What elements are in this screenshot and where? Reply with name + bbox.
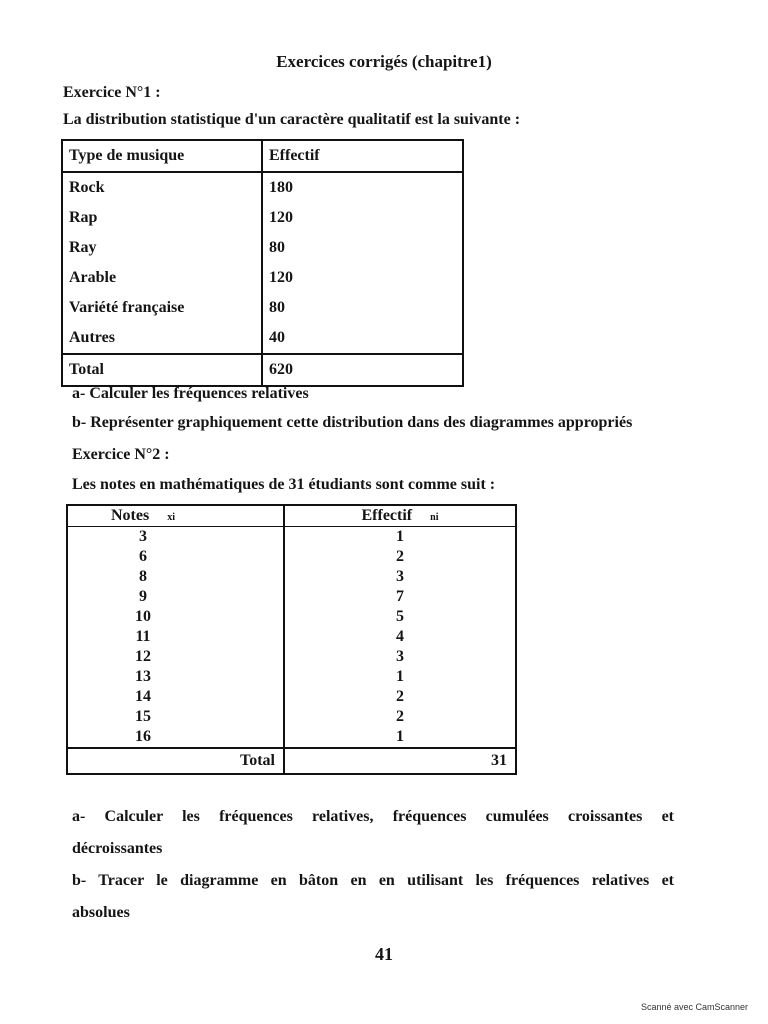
table-total-row: [62, 354, 463, 386]
table-row: [62, 263, 463, 293]
scanner-watermark: Scanné avec CamScanner: [640, 1002, 748, 1012]
note-value: 12: [135, 648, 151, 665]
effectif-value: 1: [396, 528, 404, 545]
music-distribution-table: [61, 139, 464, 387]
table-cell-type: Ray: [62, 233, 262, 263]
exercise-1-question-b: b- Représenter graphiquement cette distribution dans des diagrammes appropriés: [72, 414, 633, 431]
effectif-value: 2: [396, 708, 404, 725]
column-header-effectif: Effectif ni: [361, 507, 439, 524]
table-cell-type: Rock: [62, 172, 262, 203]
exercise-2-intro: Les notes en mathématiques de 31 étudiants sont comme suit :: [72, 476, 496, 493]
table-row: [67, 587, 516, 607]
table-row: [67, 667, 516, 687]
table-row: [67, 607, 516, 627]
effectif-value: 3: [396, 568, 404, 585]
exercise-2-question-b-line1: b- Tracer le diagramme en bâton en en utilisant les fréquences relatives et: [72, 872, 674, 889]
table-row: [67, 687, 516, 707]
table-cell-effectif: 80: [269, 299, 285, 316]
exercise-2-heading: Exercice N°2 :: [72, 446, 170, 463]
table-row: [67, 567, 516, 587]
column-header-notes: Notes xi: [111, 507, 175, 524]
grades-table: [66, 504, 517, 775]
total-label: Total: [67, 748, 284, 774]
note-value: 13: [135, 668, 151, 685]
note-value: 11: [135, 628, 151, 645]
table-total-row: [67, 748, 516, 774]
table-row: [67, 647, 516, 667]
table-cell-effectif: 80: [269, 239, 285, 256]
column-header-type: Type de musique: [62, 140, 262, 172]
exercise-1-heading: Exercice N°1 :: [63, 84, 161, 101]
table-row: [62, 323, 463, 354]
column-header-effectif-symbol: ni: [430, 512, 439, 523]
effectif-value: 2: [396, 688, 404, 705]
effectif-value: 3: [396, 648, 404, 665]
note-value: 15: [135, 708, 151, 725]
column-header-effectif: Effectif: [262, 140, 463, 172]
effectif-value: 4: [396, 628, 404, 645]
effectif-value: 1: [396, 668, 404, 685]
table-cell-effectif: 180: [269, 179, 293, 196]
total-value: 620: [262, 354, 463, 386]
exercise-2-question-a-line1: a- Calculer les fréquences relatives, fréquences cumulées croissantes et: [72, 808, 674, 825]
page-number: 41: [375, 944, 393, 964]
table-row: [62, 172, 463, 203]
table-cell-effectif: 120: [269, 209, 293, 226]
table-cell-type: Autres: [62, 323, 262, 354]
note-value: 3: [139, 528, 147, 545]
effectif-value: 1: [396, 728, 404, 745]
table-row: [67, 547, 516, 567]
note-value: 16: [135, 728, 151, 745]
table-header-row: [67, 505, 516, 527]
effectif-value: 7: [396, 588, 404, 605]
table-header-row: [62, 140, 463, 172]
table-cell-effectif: 120: [269, 269, 293, 286]
note-value: 6: [139, 548, 147, 565]
table-row: [62, 293, 463, 323]
table-cell-effectif: 40: [269, 329, 285, 346]
note-value: 8: [139, 568, 147, 585]
table-row: [62, 203, 463, 233]
effectif-value: 5: [396, 608, 404, 625]
table-row: [67, 627, 516, 647]
table-row: [67, 527, 516, 548]
total-label: Total: [62, 354, 262, 386]
exercise-2-question-a-line2: décroissantes: [72, 840, 163, 857]
exercise-1-question-a: a- Calculer les fréquences relatives: [72, 385, 309, 402]
page-title: Exercices corrigés (chapitre1): [276, 52, 492, 71]
effectif-value: 2: [396, 548, 404, 565]
note-value: 14: [135, 688, 151, 705]
exercise-2-question-b-line2: absolues: [72, 904, 130, 921]
exercise-1-intro: La distribution statistique d'un caractère qualitatif est la suivante :: [63, 111, 521, 128]
column-header-notes-symbol: xi: [167, 512, 175, 523]
table-cell-type: Variété française: [62, 293, 262, 323]
table-cell-type: Arable: [62, 263, 262, 293]
table-row: [67, 727, 516, 748]
total-value: 31: [284, 748, 516, 774]
note-value: 9: [139, 588, 147, 605]
table-row: [67, 707, 516, 727]
table-cell-type: Rap: [62, 203, 262, 233]
table-row: [62, 233, 463, 263]
note-value: 10: [135, 608, 151, 625]
